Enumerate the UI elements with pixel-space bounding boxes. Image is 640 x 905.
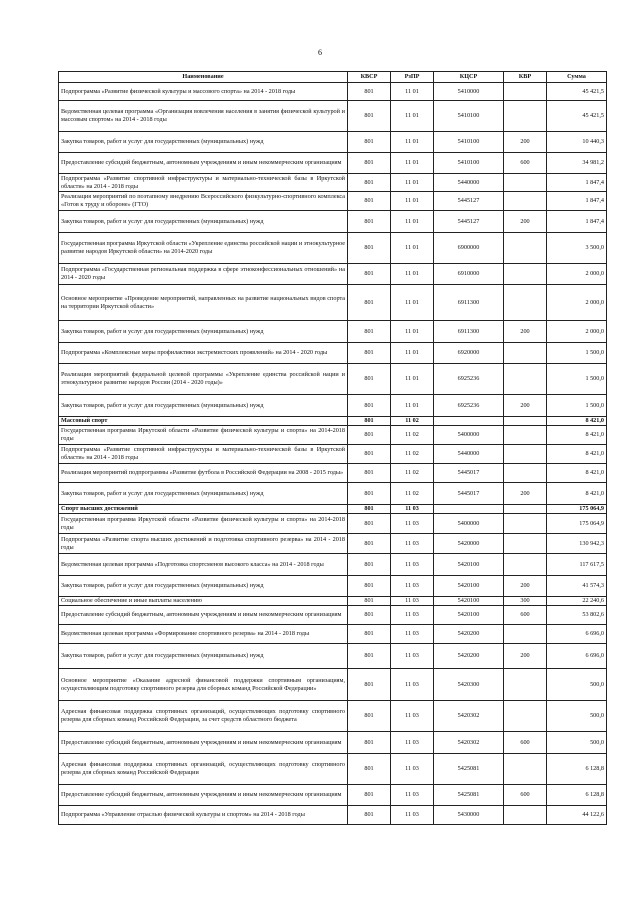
cell-kvr — [504, 806, 547, 825]
cell-rzpr: 11 01 — [391, 233, 434, 264]
cell-kcsr: 5420000 — [434, 534, 504, 554]
table-row — [59, 534, 607, 554]
table-row — [59, 785, 607, 806]
table-row — [59, 364, 607, 395]
cell-kvsr: 801 — [348, 445, 391, 464]
cell-name: Подпрограмма «Комплексные меры профилактики экстремистских проявлений» на 2014 - 2020 годы — [59, 343, 348, 364]
cell-kvsr: 801 — [348, 597, 391, 606]
cell-sum: 6 696,0 — [547, 644, 607, 669]
header-kvsr: КВСР — [348, 72, 391, 83]
cell-sum: 6 128,8 — [547, 754, 607, 785]
cell-kvr: 200 — [504, 132, 547, 153]
cell-sum: 500,0 — [547, 701, 607, 732]
cell-kvr — [504, 534, 547, 554]
cell-rzpr: 11 02 — [391, 464, 434, 483]
cell-rzpr: 11 02 — [391, 483, 434, 505]
cell-sum: 1 847,4 — [547, 174, 607, 192]
cell-kvr: 600 — [504, 732, 547, 754]
cell-rzpr: 11 03 — [391, 732, 434, 754]
cell-kvsr: 801 — [348, 514, 391, 534]
cell-kcsr: 5445127 — [434, 211, 504, 233]
cell-kcsr: 5410100 — [434, 132, 504, 153]
budget-table — [58, 71, 607, 825]
header-rzpr: РзПР — [391, 72, 434, 83]
cell-rzpr: 11 03 — [391, 534, 434, 554]
cell-kvr — [504, 264, 547, 285]
cell-kvsr: 801 — [348, 464, 391, 483]
table-row — [59, 597, 607, 606]
cell-sum: 6 128,8 — [547, 785, 607, 806]
cell-kcsr: 6925236 — [434, 395, 504, 417]
header-name: Наименование — [59, 72, 348, 83]
cell-kcsr: 5420302 — [434, 732, 504, 754]
cell-kcsr: 5440000 — [434, 174, 504, 192]
cell-name: Реализация мероприятий федеральной целевой программы «Укрепление единства российской нации и этнокультурное развитие народов России (2014 - 2020 годы)» — [59, 364, 348, 395]
cell-rzpr: 11 02 — [391, 445, 434, 464]
cell-kvsr: 801 — [348, 534, 391, 554]
cell-rzpr: 11 01 — [391, 321, 434, 343]
cell-kvr — [504, 754, 547, 785]
table-row — [59, 211, 607, 233]
table-row — [59, 343, 607, 364]
cell-sum: 1 500,0 — [547, 343, 607, 364]
cell-rzpr: 11 03 — [391, 554, 434, 576]
cell-kvr: 600 — [504, 785, 547, 806]
cell-kvr: 200 — [504, 395, 547, 417]
cell-kvsr: 801 — [348, 606, 391, 625]
cell-name: Предоставление субсидий бюджетным, автономным учреждениям и иным некоммерческим организациям — [59, 153, 348, 174]
table-row — [59, 174, 607, 192]
cell-kvr — [504, 625, 547, 644]
cell-rzpr: 11 02 — [391, 426, 434, 445]
cell-sum: 3 500,0 — [547, 233, 607, 264]
cell-kvsr: 801 — [348, 806, 391, 825]
cell-rzpr: 11 01 — [391, 264, 434, 285]
cell-sum: 1 500,0 — [547, 364, 607, 395]
cell-kvr — [504, 445, 547, 464]
cell-rzpr: 11 03 — [391, 606, 434, 625]
cell-rzpr: 11 02 — [391, 417, 434, 426]
cell-rzpr: 11 01 — [391, 101, 434, 132]
cell-kvsr: 801 — [348, 264, 391, 285]
cell-kvr — [504, 364, 547, 395]
cell-kcsr — [434, 505, 504, 514]
table-row — [59, 505, 607, 514]
cell-name: Адресная финансовая поддержка спортивных организаций, осуществляющих подготовку спортивного резерва для сборных команд Российской Федерации — [59, 754, 348, 785]
cell-kcsr: 5445127 — [434, 192, 504, 211]
cell-rzpr: 11 03 — [391, 669, 434, 701]
cell-name: Предоставление субсидий бюджетным, автономным учреждениям и иным некоммерческим организациям — [59, 785, 348, 806]
cell-sum: 117 617,5 — [547, 554, 607, 576]
cell-rzpr: 11 01 — [391, 153, 434, 174]
cell-kcsr: 5420300 — [434, 669, 504, 701]
cell-kvr: 200 — [504, 211, 547, 233]
table-body — [59, 83, 607, 825]
cell-name: Подпрограмма «Управление отраслью физической культуры и спортом» на 2014 - 2018 годы — [59, 806, 348, 825]
cell-kvsr: 801 — [348, 132, 391, 153]
cell-name: Подпрограмма «Развитие спортивной инфраструктуры и материально-технической базы в Иркутской области» на 2014 - 2018 годы — [59, 174, 348, 192]
cell-kvsr: 801 — [348, 554, 391, 576]
cell-kcsr: 6910000 — [434, 264, 504, 285]
cell-rzpr: 11 03 — [391, 644, 434, 669]
cell-kvsr: 801 — [348, 625, 391, 644]
cell-sum: 175 064,9 — [547, 505, 607, 514]
table-row — [59, 417, 607, 426]
cell-rzpr: 11 01 — [391, 132, 434, 153]
cell-kvsr: 801 — [348, 343, 391, 364]
cell-rzpr: 11 03 — [391, 701, 434, 732]
cell-kcsr: 5420200 — [434, 644, 504, 669]
table-row — [59, 395, 607, 417]
cell-kvr — [504, 83, 547, 101]
cell-sum: 8 421,0 — [547, 417, 607, 426]
table-row — [59, 701, 607, 732]
cell-kvsr: 801 — [348, 483, 391, 505]
cell-name: Закупка товаров, работ и услуг для государственных (муниципальных) нужд — [59, 644, 348, 669]
cell-kcsr: 5410100 — [434, 153, 504, 174]
cell-kcsr: 5420100 — [434, 606, 504, 625]
cell-kcsr: 5410100 — [434, 101, 504, 132]
cell-kcsr: 5445017 — [434, 483, 504, 505]
cell-name: Подпрограмма «Развитие физической культуры и массового спорта» на 2014 - 2018 годы — [59, 83, 348, 101]
cell-kvsr: 801 — [348, 174, 391, 192]
cell-name: Закупка товаров, работ и услуг для государственных (муниципальных) нужд — [59, 576, 348, 597]
cell-kvr — [504, 343, 547, 364]
cell-kvr — [504, 285, 547, 321]
cell-sum: 175 064,9 — [547, 514, 607, 534]
cell-name: Предоставление субсидий бюджетным, автономным учреждениям и иным некоммерческим организациям — [59, 606, 348, 625]
cell-kvsr: 801 — [348, 505, 391, 514]
table-row — [59, 483, 607, 505]
cell-kvsr: 801 — [348, 395, 391, 417]
cell-kvr: 200 — [504, 644, 547, 669]
cell-rzpr: 11 03 — [391, 597, 434, 606]
cell-kvr — [504, 417, 547, 426]
cell-kcsr: 5400000 — [434, 426, 504, 445]
cell-kvsr: 801 — [348, 669, 391, 701]
cell-sum: 45 421,5 — [547, 83, 607, 101]
cell-sum: 2 000,0 — [547, 285, 607, 321]
cell-kcsr: 6925236 — [434, 364, 504, 395]
cell-name: Основное мероприятие «Оказание адресной финансовой поддержки спортивным организациям, осуществляющим подготовку спортивного резерва для сборных команд Российской Федерации» — [59, 669, 348, 701]
cell-rzpr: 11 03 — [391, 754, 434, 785]
cell-sum: 8 421,0 — [547, 483, 607, 505]
cell-name: Подпрограмма «Развитие спортивной инфраструктуры и материально-технической базы в Иркутской области» на 2014 - 2018 годы — [59, 445, 348, 464]
cell-kcsr — [434, 417, 504, 426]
cell-sum: 1 500,0 — [547, 395, 607, 417]
cell-kvr — [504, 669, 547, 701]
cell-name: Закупка товаров, работ и услуг для государственных (муниципальных) нужд — [59, 321, 348, 343]
cell-kvr — [504, 101, 547, 132]
cell-kvr: 600 — [504, 153, 547, 174]
cell-sum: 6 696,0 — [547, 625, 607, 644]
cell-kvsr: 801 — [348, 101, 391, 132]
cell-rzpr: 11 01 — [391, 343, 434, 364]
table-header-row — [59, 72, 607, 83]
cell-kvsr: 801 — [348, 732, 391, 754]
cell-kvr — [504, 426, 547, 445]
cell-sum: 22 240,6 — [547, 597, 607, 606]
cell-sum: 1 847,4 — [547, 211, 607, 233]
table-row — [59, 754, 607, 785]
cell-kcsr: 5420200 — [434, 625, 504, 644]
table-row — [59, 644, 607, 669]
cell-sum: 45 421,5 — [547, 101, 607, 132]
cell-kvsr: 801 — [348, 83, 391, 101]
cell-kcsr: 6900000 — [434, 233, 504, 264]
cell-sum: 34 981,2 — [547, 153, 607, 174]
cell-name: Закупка товаров, работ и услуг для государственных (муниципальных) нужд — [59, 211, 348, 233]
cell-name: Подпрограмма «Государственная региональная поддержка в сфере этноконфессиональных отношений» на 2014 - 2020 годы — [59, 264, 348, 285]
cell-kvsr: 801 — [348, 321, 391, 343]
cell-kvr — [504, 514, 547, 534]
cell-name: Закупка товаров, работ и услуг для государственных (муниципальных) нужд — [59, 395, 348, 417]
cell-name: Государственная программа Иркутской области «Развитие физической культуры и спорта» на 2014-2018 годы — [59, 426, 348, 445]
cell-kcsr: 5445017 — [434, 464, 504, 483]
table-row — [59, 321, 607, 343]
cell-kcsr: 5420100 — [434, 597, 504, 606]
cell-name: Ведомственная целевая программа «Подготовка спортсменов высокого класса» на 2014 - 2018 годы — [59, 554, 348, 576]
cell-name: Адресная финансовая поддержка спортивных организаций, осуществляющих подготовку спортивного резерва для сборных команд Российской Федерации, за счет средств областного бюджета — [59, 701, 348, 732]
cell-sum: 44 122,6 — [547, 806, 607, 825]
table-row — [59, 806, 607, 825]
table-row — [59, 426, 607, 445]
cell-sum: 1 847,4 — [547, 192, 607, 211]
cell-name: Закупка товаров, работ и услуг для государственных (муниципальных) нужд — [59, 483, 348, 505]
table-row — [59, 606, 607, 625]
cell-kcsr: 6920000 — [434, 343, 504, 364]
cell-rzpr: 11 03 — [391, 806, 434, 825]
cell-kvsr: 801 — [348, 785, 391, 806]
cell-name: Государственная программа Иркутской области «Укрепление единства российской нации и этнокультурное развитие народов Иркутской области» на 2014-2020 годы — [59, 233, 348, 264]
cell-sum: 8 421,0 — [547, 426, 607, 445]
cell-sum: 10 440,3 — [547, 132, 607, 153]
cell-sum: 130 942,3 — [547, 534, 607, 554]
cell-rzpr: 11 01 — [391, 395, 434, 417]
cell-kvr: 300 — [504, 597, 547, 606]
cell-kvsr: 801 — [348, 426, 391, 445]
cell-kcsr: 6911300 — [434, 321, 504, 343]
table-row — [59, 732, 607, 754]
cell-name: Предоставление субсидий бюджетным, автономным учреждениям и иным некоммерческим организациям — [59, 732, 348, 754]
table-row — [59, 264, 607, 285]
cell-kvsr: 801 — [348, 211, 391, 233]
cell-kvsr: 801 — [348, 754, 391, 785]
cell-kvsr: 801 — [348, 576, 391, 597]
cell-rzpr: 11 01 — [391, 285, 434, 321]
cell-rzpr: 11 03 — [391, 514, 434, 534]
cell-kvsr: 801 — [348, 153, 391, 174]
cell-name: Ведомственная целевая программа «Организация вовлечения населения в занятия физической культурой и массовым спортом» на 2014 - 2018 годы — [59, 101, 348, 132]
cell-rzpr: 11 01 — [391, 174, 434, 192]
cell-kvsr: 801 — [348, 417, 391, 426]
cell-kvsr: 801 — [348, 233, 391, 264]
cell-sum: 41 574,3 — [547, 576, 607, 597]
table-row — [59, 514, 607, 534]
cell-kvr: 200 — [504, 321, 547, 343]
cell-sum: 500,0 — [547, 732, 607, 754]
cell-kvsr: 801 — [348, 364, 391, 395]
cell-rzpr: 11 03 — [391, 625, 434, 644]
cell-kvsr: 801 — [348, 192, 391, 211]
cell-kvr — [504, 464, 547, 483]
cell-rzpr: 11 01 — [391, 192, 434, 211]
cell-name: Социальное обеспечение и иные выплаты населению — [59, 597, 348, 606]
cell-kcsr: 5420100 — [434, 554, 504, 576]
table-row — [59, 669, 607, 701]
cell-sum: 2 000,0 — [547, 321, 607, 343]
table-row — [59, 153, 607, 174]
table-row — [59, 132, 607, 153]
table-row — [59, 625, 607, 644]
cell-kvr: 200 — [504, 576, 547, 597]
cell-rzpr: 11 01 — [391, 83, 434, 101]
cell-kvr — [504, 192, 547, 211]
table-row — [59, 464, 607, 483]
cell-name: Ведомственная целевая программа «Формирование спортивного резерва» на 2014 - 2018 годы — [59, 625, 348, 644]
cell-kvr — [504, 233, 547, 264]
cell-kcsr: 5425081 — [434, 754, 504, 785]
cell-kvr: 600 — [504, 606, 547, 625]
cell-kvr: 200 — [504, 483, 547, 505]
cell-kcsr: 5420302 — [434, 701, 504, 732]
cell-rzpr: 11 03 — [391, 576, 434, 597]
header-kcsr: КЦСР — [434, 72, 504, 83]
cell-name: Государственная программа Иркутской области «Развитие физической культуры и спорта» на 2014-2018 годы — [59, 514, 348, 534]
cell-sum: 2 000,0 — [547, 264, 607, 285]
cell-name: Спорт высших достижений — [59, 505, 348, 514]
table-row — [59, 445, 607, 464]
cell-kcsr: 5410000 — [434, 83, 504, 101]
cell-kvr — [504, 505, 547, 514]
cell-name: Реализация мероприятий подпрограммы «Развитие футбола в Российской Федерации на 2008 - 2015 годы» — [59, 464, 348, 483]
cell-rzpr: 11 01 — [391, 364, 434, 395]
cell-kvsr: 801 — [348, 285, 391, 321]
cell-kvsr: 801 — [348, 701, 391, 732]
cell-name: Реализация мероприятий по поэтапному внедрению Всероссийского физкультурно-спортивного комплекса «Готов к труду и обороне» (ГТО) — [59, 192, 348, 211]
table-row — [59, 101, 607, 132]
cell-kcsr: 5420100 — [434, 576, 504, 597]
header-kvr: КВР — [504, 72, 547, 83]
cell-sum: 8 421,0 — [547, 464, 607, 483]
cell-kcsr: 5425081 — [434, 785, 504, 806]
cell-kvr — [504, 554, 547, 576]
header-sum: Сумма — [547, 72, 607, 83]
cell-kcsr: 6911300 — [434, 285, 504, 321]
cell-sum: 8 421,0 — [547, 445, 607, 464]
table-row — [59, 83, 607, 101]
cell-name: Закупка товаров, работ и услуг для государственных (муниципальных) нужд — [59, 132, 348, 153]
cell-name: Основное мероприятие «Проведение мероприятий, направленных на развитие национальных видов спорта на территории Иркутской области» — [59, 285, 348, 321]
cell-kvr — [504, 701, 547, 732]
cell-kvr — [504, 174, 547, 192]
table-row — [59, 192, 607, 211]
cell-sum: 53 802,6 — [547, 606, 607, 625]
cell-kcsr: 5430000 — [434, 806, 504, 825]
cell-kvsr: 801 — [348, 644, 391, 669]
table-row — [59, 554, 607, 576]
cell-name: Подпрограмма «Развитие спорта высших достижений и подготовка спортивного резерва» на 2014 - 2018 годы — [59, 534, 348, 554]
page-number: 6 — [318, 48, 322, 57]
cell-rzpr: 11 03 — [391, 505, 434, 514]
cell-kcsr: 5400000 — [434, 514, 504, 534]
table-row — [59, 285, 607, 321]
table-row — [59, 576, 607, 597]
cell-kcsr: 5440000 — [434, 445, 504, 464]
cell-rzpr: 11 01 — [391, 211, 434, 233]
cell-name: Массовый спорт — [59, 417, 348, 426]
cell-sum: 500,0 — [547, 669, 607, 701]
cell-rzpr: 11 03 — [391, 785, 434, 806]
table-row — [59, 233, 607, 264]
